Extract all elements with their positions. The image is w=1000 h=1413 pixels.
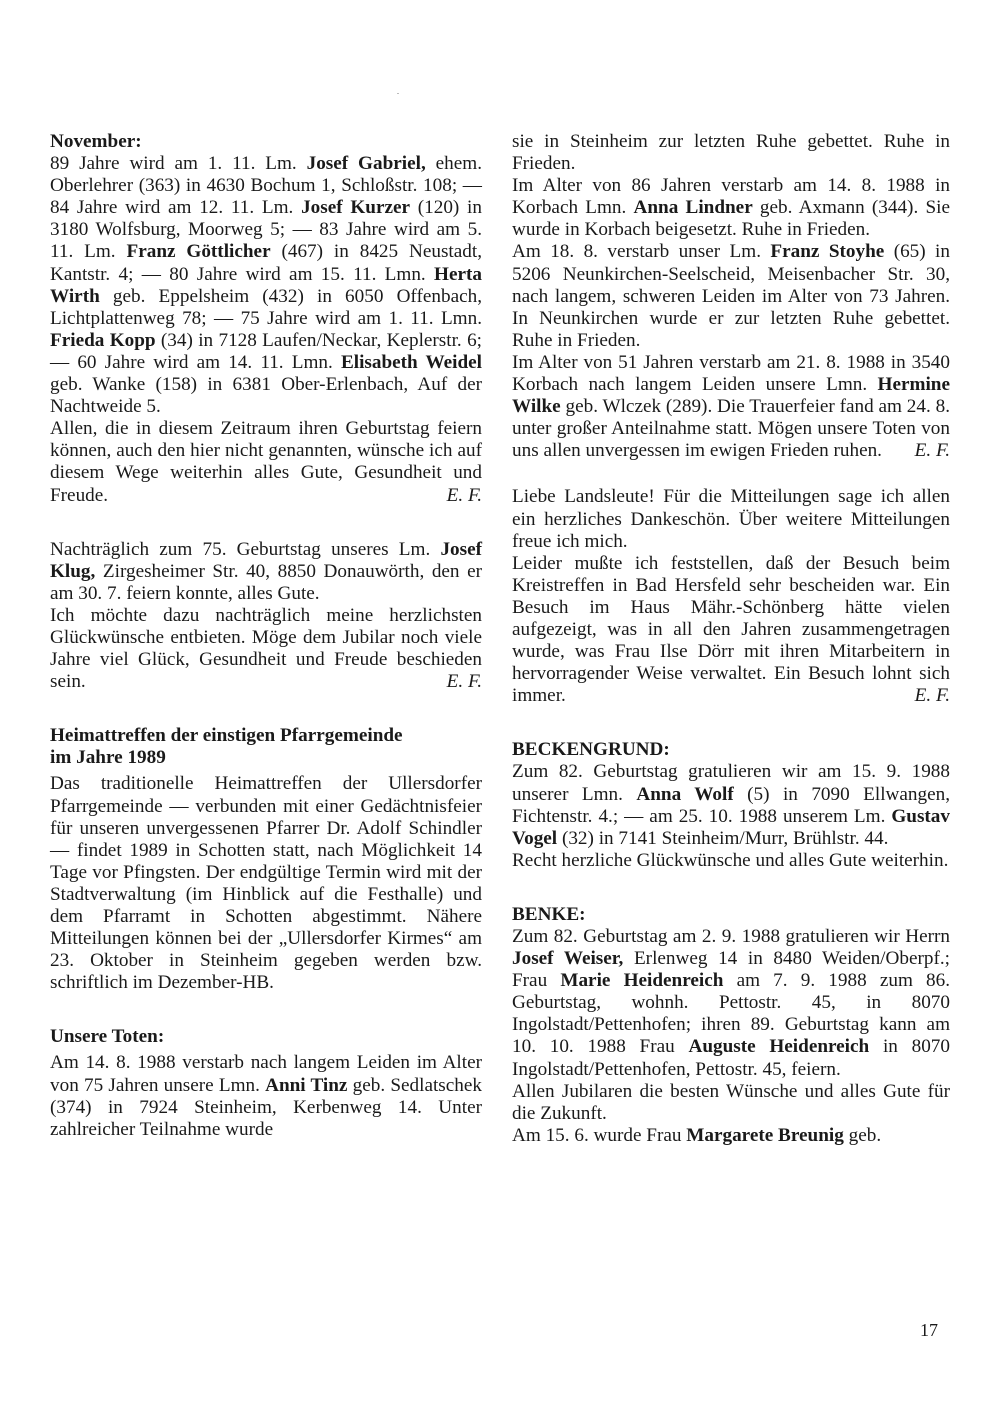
heading-line-2: im Jahre 1989 <box>50 747 166 769</box>
text-run: 89 Jahre wird am 1. 11. Lm. <box>50 153 307 175</box>
text-run: Zirgesheimer Str. 40, 8850 Donauwörth, den er am 30. 7. feiern konnte, alles Gute. <box>50 560 482 604</box>
signature: E. F. <box>446 484 482 506</box>
text-run: (32) in 7141 Steinheim/Murr, Brühlstr. 44. <box>557 827 889 849</box>
text-run: geb. Sedlatschek (374) in 7924 Steinheim, Kerbenweg 14. Unter zahlreicher Teilnahme wurde <box>50 1074 482 1140</box>
person-name: Anna Wolf <box>636 783 734 805</box>
obituary-stoyhe <box>512 241 950 351</box>
text-run: Zum 82. Geburtstag gratulieren wir am 15. 9. 1988 unserer Lmn. <box>512 761 950 805</box>
wishes-text: Ich möchte dazu nachträglich meine herzlichsten Glückwünsche entbieten. Möge dem Jubilar noch viele Jahre viel Glück, Gesundheit und Freude beschieden sein. <box>50 604 482 693</box>
person-name: Frieda Kopp <box>50 329 156 351</box>
visit-text: Leider mußte ich feststellen, daß der Besuch beim Kreistreffen in Bad Hersfeld sehr bescheiden war. Ein Besuch im Haus Mähr.-Schönberg hätte vielen aufgezeigt, was in all den Jahren zusammengetragen wurde, was Frau Ilse Dörr mit ihren Mitarbeitern in hervorragender Weise verwaltet. Ein Besuch lohnt sich immer. <box>512 552 950 707</box>
person-name: Josef Gabriel, <box>306 153 426 175</box>
section-heading-toten: Unsere Toten: <box>50 1026 165 1048</box>
text-run: (120) in 3180 Wolfsburg, Moorweg 5; — 83 Jahre wird am 5. 11. Lm. <box>50 197 482 263</box>
benke-wishes: Allen Jubilaren die besten Wünsche und alles Gute für die Zukunft. <box>512 1080 950 1124</box>
section-heading-november: November: <box>50 131 142 152</box>
person-name: Marie Heidenreich <box>560 970 724 992</box>
person-name: Josef Weiser, <box>512 948 624 970</box>
obituary-lindner <box>512 175 950 241</box>
section-heading-benke: BENKE: <box>512 903 586 925</box>
person-name: Auguste Heidenreich <box>688 1036 870 1058</box>
breunig-note <box>512 1125 950 1147</box>
november-birthdays <box>50 153 482 418</box>
signature: E. F. <box>914 685 950 707</box>
text-run: Am 14. 8. 1988 verstarb nach langem Leiden im Alter von 75 Jahren unsere Lmn. <box>50 1052 482 1096</box>
landsleute-thanks: Liebe Landsleute! Für die Mitteilungen sage ich allen ein herzliches Dankeschön. Über weitere Mitteilungen freue ich mich. <box>512 486 950 552</box>
person-name: Anni Tinz <box>265 1074 348 1096</box>
signature: E. F. <box>446 671 482 693</box>
obituary-text <box>512 352 950 461</box>
text-run: geb. <box>843 1124 882 1146</box>
text-run: (5) in 7090 Ellwangen, Fichtenstr. 4.; — am 25. 10. 1988 unserem Lm. <box>512 783 950 827</box>
benke-birthdays <box>512 926 950 1081</box>
section-heading-heimattreffen <box>50 725 482 769</box>
beckengrund-birthdays <box>512 761 950 849</box>
closing-text: Allen, die in diesem Zeitraum ihren Geburtstag feiern können, auch den hier nicht genannten, wünsche ich auf diesem Wege weiterhin alles Gute, Gesundheit und Freude. <box>50 418 482 506</box>
person-name: Franz Göttlicher <box>126 241 271 263</box>
heimattreffen-body: Das traditionelle Heimattreffen der Ullersdorfer Pfarrgemeinde — verbunden mit einer Gedächtnisfeier für unseren unvergessenen Pfarrer Dr. Adolf Schindler — findet 1989 in Schotten statt, nach Möglichkeit 14 Tage vor Pfingsten. Der endgültige Termin wird mit der Stadtverwaltung (im Hinblick auf die Festhalle) und dem Pfarramt in Schotten abgestimmt. Nähere Mitteilungen können bei der „Ullersdorfer Kirmes“ am 23. Oktober in Steinheim gegeben werden bzw. schriftlich im Dezember-HB. <box>50 773 482 994</box>
person-name: Franz Stoyhe <box>770 241 885 263</box>
text-run: geb. Wlczek (289). Die Trauerfeier fand am 24. 8. unter großer Anteilnahme statt. Mögen unsere Toten von uns allen unvergessen im ewigen Frieden ruhen. <box>512 396 950 462</box>
heading-line-1: Heimattreffen der einstigen Pfarrgemeinde <box>50 725 403 747</box>
text-run: geb. Wanke (158) in 6381 Ober-Erlenbach, Auf der Nachtweide 5. <box>50 374 482 418</box>
signature: E. F. <box>914 440 950 462</box>
person-name: Margarete Breunig <box>686 1124 844 1146</box>
november-closing <box>50 418 482 506</box>
text-run: Erlenweg 14 in 8480 Weiden/Oberpf.; Frau <box>512 948 950 992</box>
text-run: geb. Eppelsheim (432) in 6050 Offenbach, Lichtplattenweg 78; — 75 Jahre wird am 1. 11. Lmn. <box>50 285 482 329</box>
text-run: Am 15. 6. wurde Frau <box>512 1124 687 1146</box>
person-name: Gustav Vogel <box>512 805 950 849</box>
section-heading-beckengrund: BECKENGRUND: <box>512 739 670 761</box>
person-name: Josef Kurzer <box>301 197 411 219</box>
person-name: Anna Lindner <box>633 197 753 219</box>
text-run: Im Alter von 51 Jahren verstarb am 21. 8. 1988 in 3540 Korbach nach langem Leiden unsere Lmn. <box>512 351 950 396</box>
person-name: Herta Wirth <box>50 263 482 307</box>
text-run: (34) in 7128 Laufen/Neckar, Keplerstr. 6; — 60 Jahre wird am 14. 11. Lmn. <box>50 329 482 373</box>
text-run: Zum 82. Geburtstag am 2. 9. 1988 gratulieren wir Herrn <box>512 926 950 947</box>
person-name: Hermine Wilke <box>512 374 950 418</box>
klug-birthday <box>50 539 482 605</box>
right-column <box>512 131 950 1147</box>
text-run: (467) in 8425 Neustadt, Kantstr. 4; — 80 Jahre wird am 15. 11. Lmn. <box>50 241 483 285</box>
obituary-tinz <box>50 1052 482 1140</box>
text-run: Nachträglich zum 75. Geburtstag unseres Lm. <box>50 538 441 560</box>
text-run: geb. Axmann (344). Sie wurde in Korbach beigesetzt. Ruhe in Frieden. <box>512 197 950 241</box>
person-name: Josef Klug, <box>50 538 482 582</box>
obituary-tinz-cont: sie in Steinheim zur letzten Ruhe gebettet. Ruhe in Frieden. <box>512 131 950 175</box>
person-name: Elisabeth Weidel <box>340 351 482 373</box>
landsleute-visit <box>512 553 950 708</box>
page-number: 17 <box>920 1320 938 1340</box>
text-run: in 8070 Ingolstadt/Pettenhofen, Pettostr. 45, feiern. <box>512 1036 950 1080</box>
text-run: Am 18. 8. verstarb unser Lm. <box>512 241 771 263</box>
scan-speck <box>397 93 399 94</box>
klug-wishes <box>50 605 482 693</box>
beckengrund-wishes: Recht herzliche Glückwünsche und alles Gute weiterhin. <box>512 849 949 871</box>
text-run: Im Alter von 86 Jahren verstarb am 14. 8. 1988 in Korbach Lmn. <box>512 175 950 219</box>
left-column <box>50 131 482 1141</box>
text-run: (65) in 5206 Neunkirchen-Seelscheid, Meisenbacher Str. 30, nach langem, schweren Leiden im Alter von 73 Jahren. In Neunkirchen wurde er zur letzten Ruhe gebettet. Ruhe in Frieden. <box>512 241 950 351</box>
obituary-wilke <box>512 352 950 462</box>
text-run: ehem. Oberlehrer (363) in 4630 Bochum 1, Schloßstr. 108; — 84 Jahre wird am 12. 11. Lm. <box>50 153 482 219</box>
text-run: am 7. 9. 1988 zum 86. Geburtstag, wohnh. Pettostr. 45, in 8070 Ingolstadt/Pettenhofen; ihren 89. Geburtstag kann am 10. 10. 1988 Frau <box>512 970 951 1058</box>
